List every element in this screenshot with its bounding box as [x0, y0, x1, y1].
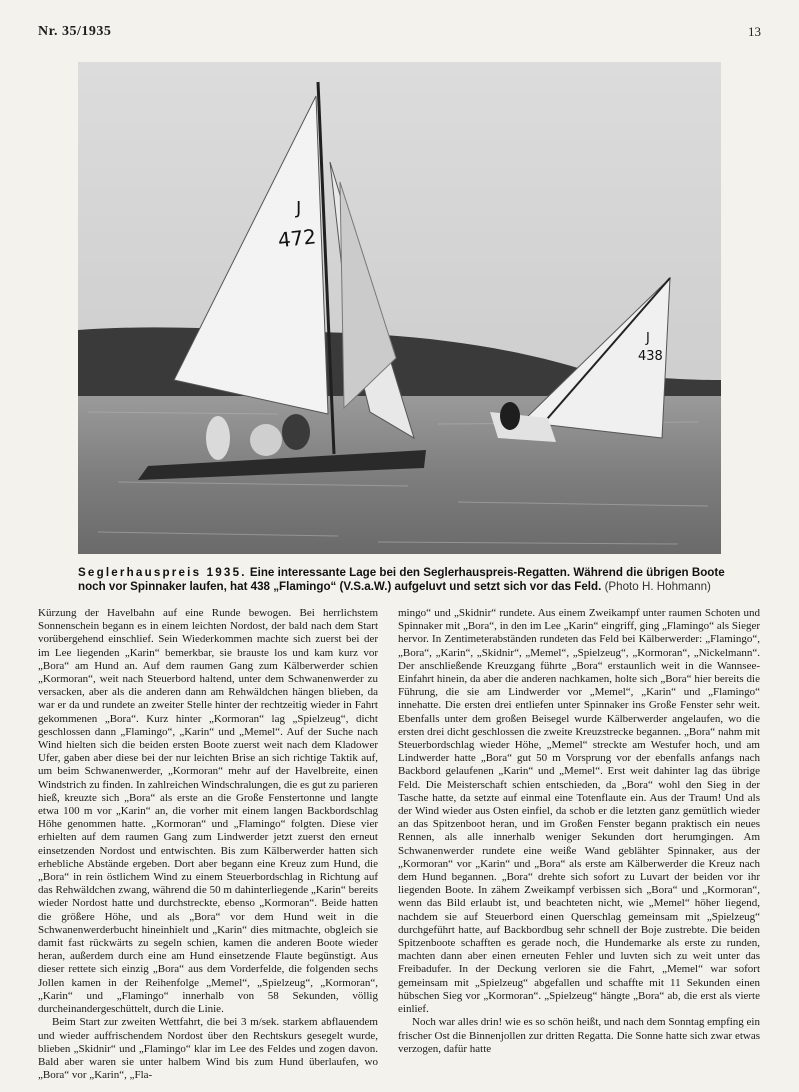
page-number: 13 — [748, 24, 761, 39]
caption-credit: (Photo H. Hohmann) — [604, 580, 711, 593]
article-column-right — [398, 607, 760, 1056]
sky — [78, 62, 721, 362]
sail-number-438: 438 — [638, 349, 663, 364]
sail-letter-472: J — [296, 198, 302, 219]
sail-letter-438: J — [646, 331, 650, 346]
caption-lead: Seglerhauspreis 1935. — [78, 566, 247, 579]
article-column-left — [38, 607, 378, 1082]
article-paragraph: Noch war alles drin! wie es so schön heißt, und nach dem Sonntag empfing ein frischer Ost die Binnenjollen zur dritten Regatta. Die Sonne hatte sich zwar etwas verzogen, dafür hatte — [398, 1016, 760, 1055]
article-paragraph: mingo“ und „Skidnir“ rundete. Aus einem Zweikampf unter raumen Schoten und Spinnaker mit „Bora“, in den im Lee „Karin“ eingriff, ging „Flamingo“ als Sieger hervor. In Zentimeterabständen rundeten das Feld bei Kälberwerder: „Flamingo“, „Bora“, „Karin“, „Skidnir“, „Memel“, „Spielzeug“, „Kormoran“, „Nickelmann“. Der anschließende Kreuzgang führte „Bora“ erstaunlich weit in die Wannsee-Einfahrt hinein, da aber die anderen nachkamen, holte sich „Bora“ hier bereits die Führung, die sie am Lindwerder vor „Memel“, „Karin“ und „Flamingo“ innehatte. Die ersten drei entliefen unter Spinnaker ins Große Fenster sehr weit. Ebenfalls unter dem großen Beisegel wurde Kälberwerder angelaufen, wo die ersten drei dicht geschlossen die zweite Kreuzstrecke begannen. „Bora“ nahm mit Steuerbordschlag wieder Höhe, „Memel“ streckte am Westufer hoch, und am Lindwerder hatte „Bora“ gut 50 m Vorsprung vor der ebenfalls anfangs nach Backbord gelaufenen „Karin“ und „Memel“. Erst weit dahinter lag das übrige Feld. Die Meisterschaft schien entschieden, da „Bora“ wohl den Sieg in der Tasche hatte, da setzte auf einmal eine Totenflaute ein. Aus der Traum! Und als der Wind wieder aus Osten einfiel, da schob er die letzten ganz gemütlich wieder an das Spitzenboot heran, und im Großen Fenster begann praktisch ein neues Rennen, als alle innerhalb weniger Sekunden dort herumgingen. Am Schwanenwerder rundete eine weiße Wand geblähter Spinnaker, aus der „Kormoran“ vor „Karin“ und „Bora“ als erste am Kälberwerder die Kreuz nach dem Hund begannen. „Bora“ drehte sich sofort zu Luvart der beiden vor ihr liegenden Boote. In zähem Zweikampf verbissen sich „Bora“ und „Kormoran“, wenn das Bild erlaubt ist, und beachteten nicht, wie „Memel“ höher liegend, nachdem sie auf Steuerbord einen Querschlag gemeinsam mit „Spielzeug“ durchgeführt hatte, auf Backbordbug sehr schnell der Boje zustrebte. Die beiden Spitzenboote schafften es gerade noch, die Hundemarke als erste zu runden, machten dann aber einen erneuten Fehler und luvten sich zu weit unter das Freibadufer. In der Deckung verloren sie die Fahrt, „Memel“ war sofort gemeinsam mit „Spielzeug“ abgefallen und schaffte mit 11 Sekunden einen hübschen Sieg vor „Kormoran“. „Spielzeug“ hängte „Bora“ ab, die erst als vierte einlief. — [398, 607, 760, 1016]
caption-body: Eine interessante Lage bei den Seglerhauspreis-Regatten. Während die übrigen Boote noch vor Spinnaker laufen, hat 438 „Flamingo“ (V.S.a.W.) aufgeluvt und setzt sich vor das Feld. — [78, 566, 725, 593]
page-header — [38, 24, 761, 44]
regatta-photo-illustration — [78, 62, 721, 554]
sail-number-472: 472 — [276, 224, 318, 253]
photo-caption — [78, 566, 738, 594]
regatta-photo — [78, 62, 721, 554]
article-paragraph: Beim Start zur zweiten Wettfahrt, die bei 3 m/sek. starkem abflauendem und wieder auffrischendem Nordost über den Rechtskurs gesegelt wurde, blieben „Skidnir“ und „Flamingo“ klar im Lee des Feldes und zogen davon. Bald aber waren sie unter halbem Wind bis zum Hund überlaufen, wo „Bora“ vor „Karin“, „Fla- — [38, 1016, 378, 1082]
issue-number: Nr. 35/1935 — [38, 24, 112, 39]
article-paragraph: Kürzung der Havelbahn auf eine Runde bewogen. Bei herrlichstem Sonnenschein begann es in einem leichten Nordost, der bald nach dem Start vorübergehend einschlief. Sein Wiederkommen machte sich zuerst bei der im Lee liegenden „Karin“ bemerkbar, sie brauste los und kam kurz vor „Bora“ am Hund an. Auf dem raumen Gang zum Kälberwerder schien „Kormoran“, weit nach Steuerbord haltend, unter dem Schwanenwerder zu versacken, aber als die anderen dann am Rehwäldchen hängen blieben, da war er da und rundete an zweiter Stelle hinter der rechtzeitig wieder in Fahrt gekommenen „Bora“. Kurz hinter „Kormoran“ lag „Spielzeug“, dicht geschlossen dann „Flamingo“, „Karin“ und „Memel“. Auf der Suche nach Wind hielten sich die beiden ersten Boote zuerst weit nach dem Kladower Ufer, gaben aber diese bei der nur leichten Brise an sich richtige Taktik auf, um beim Schwanenwerder, „Kormoran“ mehr auf der Havelbreite, einen Windstrich zu finden. In zahlreichen Windschralungen, die es gut zu parieren hieß, kreuzte sich „Bora“ als erste an die Große Fenstertonne und langte etwa 100 m vor „Karin“ an, die vorher mit einem langen Backbordschlag Höhe genommen hatte. „Kormoran“ und „Flamingo“ folgten. Diese vier erhielten auf dem raumen Gang zum Lindwerder jetzt zuerst den erneut einsetzenden Nordost und entwischten. Bis zum Kälberwerder hatten sich erhebliche Abstände ergeben. Dort aber begann eine Kreuz zum Hund, die „Bora“ in rein östlichem Wind zu einem Steuerbordschlag in Richtung auf das Rehwäldchen zwang, während die 50 m dahinterliegende „Karin“ bereits wieder Nordost hatte und durchstreckte, ebenso „Kormoran“. Beide hatten die größere Höhe, und als „Bora“ vor dem Hund weit in die Schwanenwerderbucht hineinhielt und „Karin“ dies mitmachte, obgleich sie damit fast rückwärts zu segeln schien, kamen die anderen Boote wieder heran, außerdem durch eine am Hund einsetzende Flaute begünstigt. Aus dieser rettete sich einzig „Bora“ aus dem Vorderfelde, die folgenden sechs Jollen kamen in der Reihenfolge „Memel“, „Spielzeug“, „Kormoran“, „Karin“ und „Flamingo“ innerhalb von 58 Sekunden, völlig durcheinandergeschüttelt, durch die Linie. — [38, 607, 378, 1016]
